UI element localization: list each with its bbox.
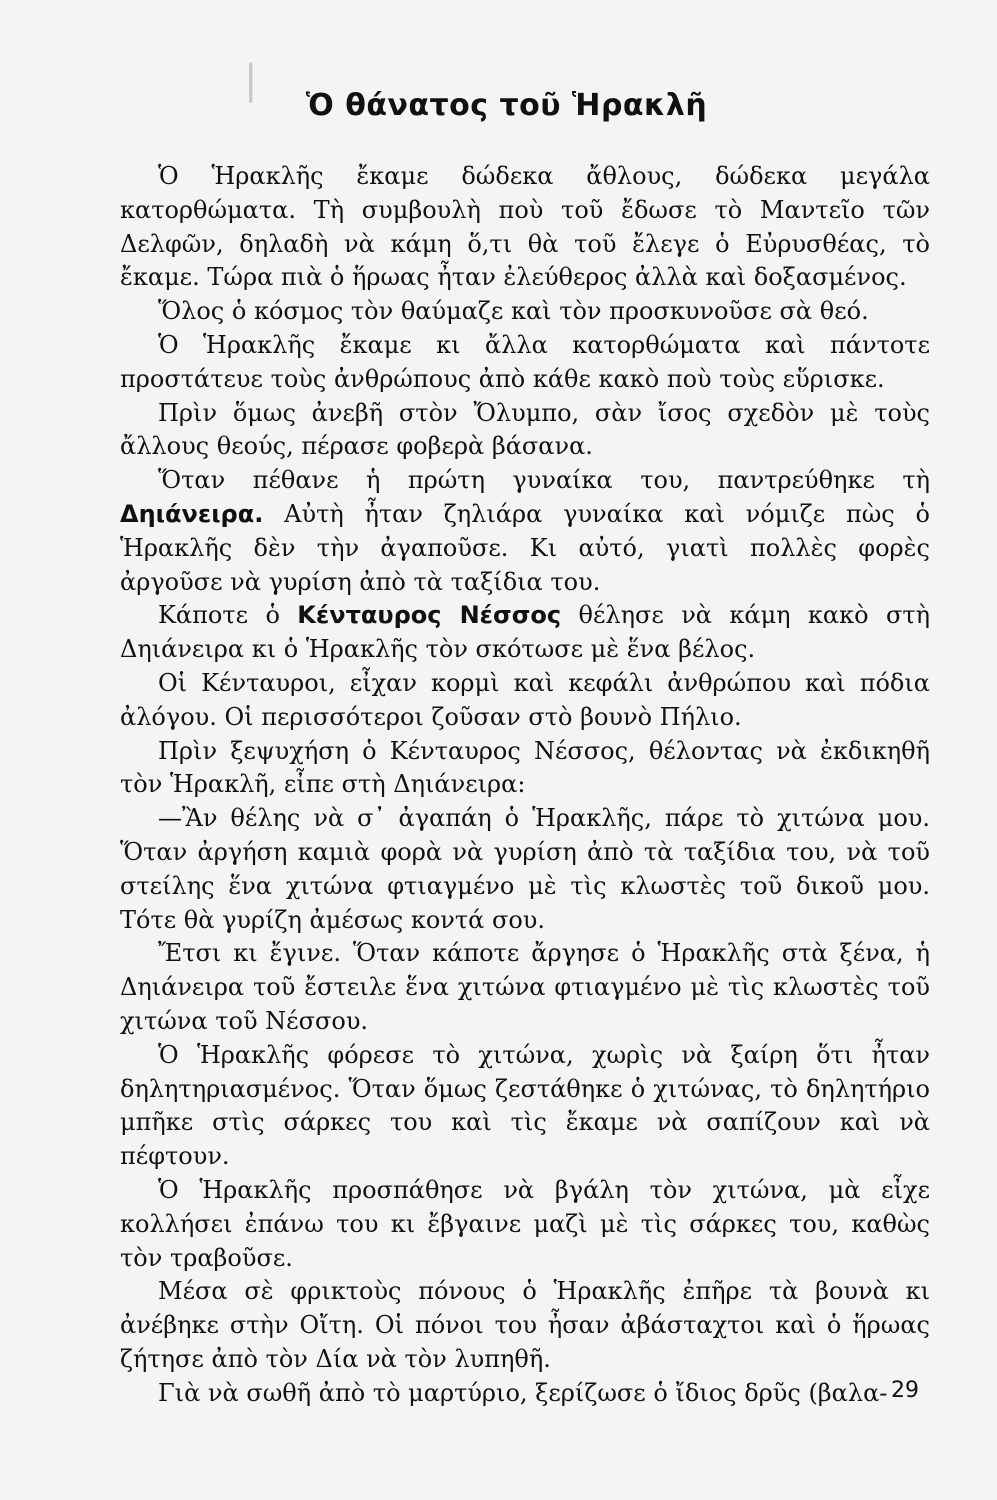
paragraph-6-post: θέλησε νὰ κάμη κακὸ στὴ Δηιάνειρα κι ὁ Ἡρακλῆς τὸν σκότωσε μὲ ἕνα βέλος. <box>120 601 930 664</box>
paragraph-11: Ὁ Ἡρακλῆς φόρεσε τὸ χιτώνα, χωρὶς νὰ ξαίρη ὅτι ἦταν δηλητηριασμένος. Ὅταν ὅμως ζεστάθηκε ὁ χιτώνας, τὸ δηλητήριο μπῆκε στὶς σάρκες του καὶ τὶς ἔκαμε νὰ σαπίζουν καὶ νὰ πέφτουν. <box>120 1040 930 1171</box>
paragraph-12: Ὁ Ἡρακλῆς προσπάθησε νὰ βγάλη τὸν χιτώνα, μὰ εἶχε κολλήσει ἐπάνω του κι ἔβγαινε μαζὶ μὲ τὶς σάρκες του, καθὼς τὸν τραβοῦσε. <box>120 1175 930 1272</box>
paragraph-2: Ὅλος ὁ κόσμος τὸν θαύμαζε καὶ τὸν προσκυνοῦσε σὰ θεό. <box>158 297 869 326</box>
paragraph-6 <box>120 599 930 667</box>
paragraph-5-pre: Ὅταν πέθανε ἡ πρώτη γυναίκα του, παντρεύθηκε τὴ <box>158 466 930 495</box>
name-nessus: Κένταυρος Νέσσος <box>297 601 562 630</box>
paragraph-9: —Ἂν θέλης νὰ σ᾿ ἀγαπάη ὁ Ἡρακλῆς, πάρε τὸ χιτώνα μου. Ὅταν ἀργήση καμιὰ φορὰ νὰ γυρίση ἀπὸ τὰ ταξίδια του, νὰ τοῦ στείλης ἕνα χιτώνα φτιαγμένο μὲ τὶς κλωστὲς τοῦ δικοῦ μου. Τότε θὰ γυρίζη ἀμέσως κοντά σου. <box>120 804 930 934</box>
paragraph-3: Ὁ Ἡρακλῆς ἔκαμε κι ἄλλα κατορθώματα καὶ πάντοτε προστάτευε τοὺς ἀνθρώπους ἀπὸ κάθε κακὸ ποὺ τοὺς εὕρισκε. <box>120 330 930 393</box>
paragraph-6-pre: Κάποτε ὁ <box>158 601 298 630</box>
page-number: 29 <box>891 1378 919 1403</box>
paragraph-14: Γιὰ νὰ σωθῆ ἀπὸ τὸ μαρτύριο, ξερίζωσε ὁ ἴδιος δρῦς (βαλα- <box>158 1378 888 1407</box>
paragraph-7: Οἱ Κένταυροι, εἶχαν κορμὶ καὶ κεφάλι ἀνθρώπου καὶ πόδια ἀλόγου. Οἱ περισσότεροι ζοῦσαν στὸ βουνὸ Πήλιο. <box>120 668 930 731</box>
paragraph-5-post: Αὐτὴ ἦταν ζηλιάρα γυναίκα καὶ νόμιζε πὼς ὁ Ἡρακλῆς δὲν τὴν ἀγαποῦσε. Κι αὐτό, γιατὶ πολλὲς φορὲς ἀργοῦσε νὰ γυρίση ἀπὸ τὰ ταξίδια του. <box>120 499 930 596</box>
paragraph-1: Ὁ Ἡρακλῆς ἔκαμε δώδεκα ἄθλους, δώδεκα μεγάλα κατορθώματα. Τὴ συμβουλὴ ποὺ τοῦ ἔδωσε τὸ Μαντεῖο τῶν Δελφῶν, δηλαδὴ νὰ κάμη ὅ,τι θὰ τοῦ ἔλεγε ὁ Εὐρυσθέας, τὸ ἔκαμε. Τώρα πιὰ ὁ ἥρωας ἦταν ἐλεύθερος ἀλλὰ καὶ δοξασμένος. <box>120 162 930 292</box>
name-deianeira: Δηιάνειρα. <box>120 499 264 528</box>
chapter-title: Ὁ θάνατος τοῦ Ἡρακλῆ <box>305 88 708 123</box>
paragraph-4: Πρὶν ὅμως ἀνεβῆ στὸν Ὄλυμπο, σὰν ἴσος σχεδὸν μὲ τοὺς ἄλλους θεούς, πέρασε φοβερὰ βάσανα. <box>120 398 930 461</box>
paragraph-8: Πρὶν ξεψυχήση ὁ Κένταυρος Νέσσος, θέλοντας νὰ ἐκδικηθῆ τὸν Ἡρακλῆ, εἶπε στὴ Δηιάνειρα: <box>120 736 930 799</box>
paragraph-5 <box>120 464 930 599</box>
paragraph-13: Μέσα σὲ φρικτοὺς πόνους ὁ Ἡρακλῆς ἐπῆρε τὰ βουνὰ κι ἀνέβηκε στὴν Οἴτη. Οἱ πόνοι του ἦσαν ἀβάσταχτοι καὶ ὁ ἥρωας ζήτησε ἀπὸ τὸν Δία νὰ τὸν λυπηθῆ. <box>120 1277 930 1373</box>
paragraph-10: Ἔτσι κι ἔγινε. Ὅταν κάποτε ἄργησε ὁ Ἡρακλῆς στὰ ξένα, ἡ Δηιάνειρα τοῦ ἔστειλε ἕνα χιτώνα φτιαγμένο μὲ τὶς κλωστὲς τοῦ χιτώνα τοῦ Νέσσου. <box>120 939 930 1035</box>
body-text <box>120 160 930 1410</box>
pencil-mark-decoration: | <box>244 57 258 103</box>
